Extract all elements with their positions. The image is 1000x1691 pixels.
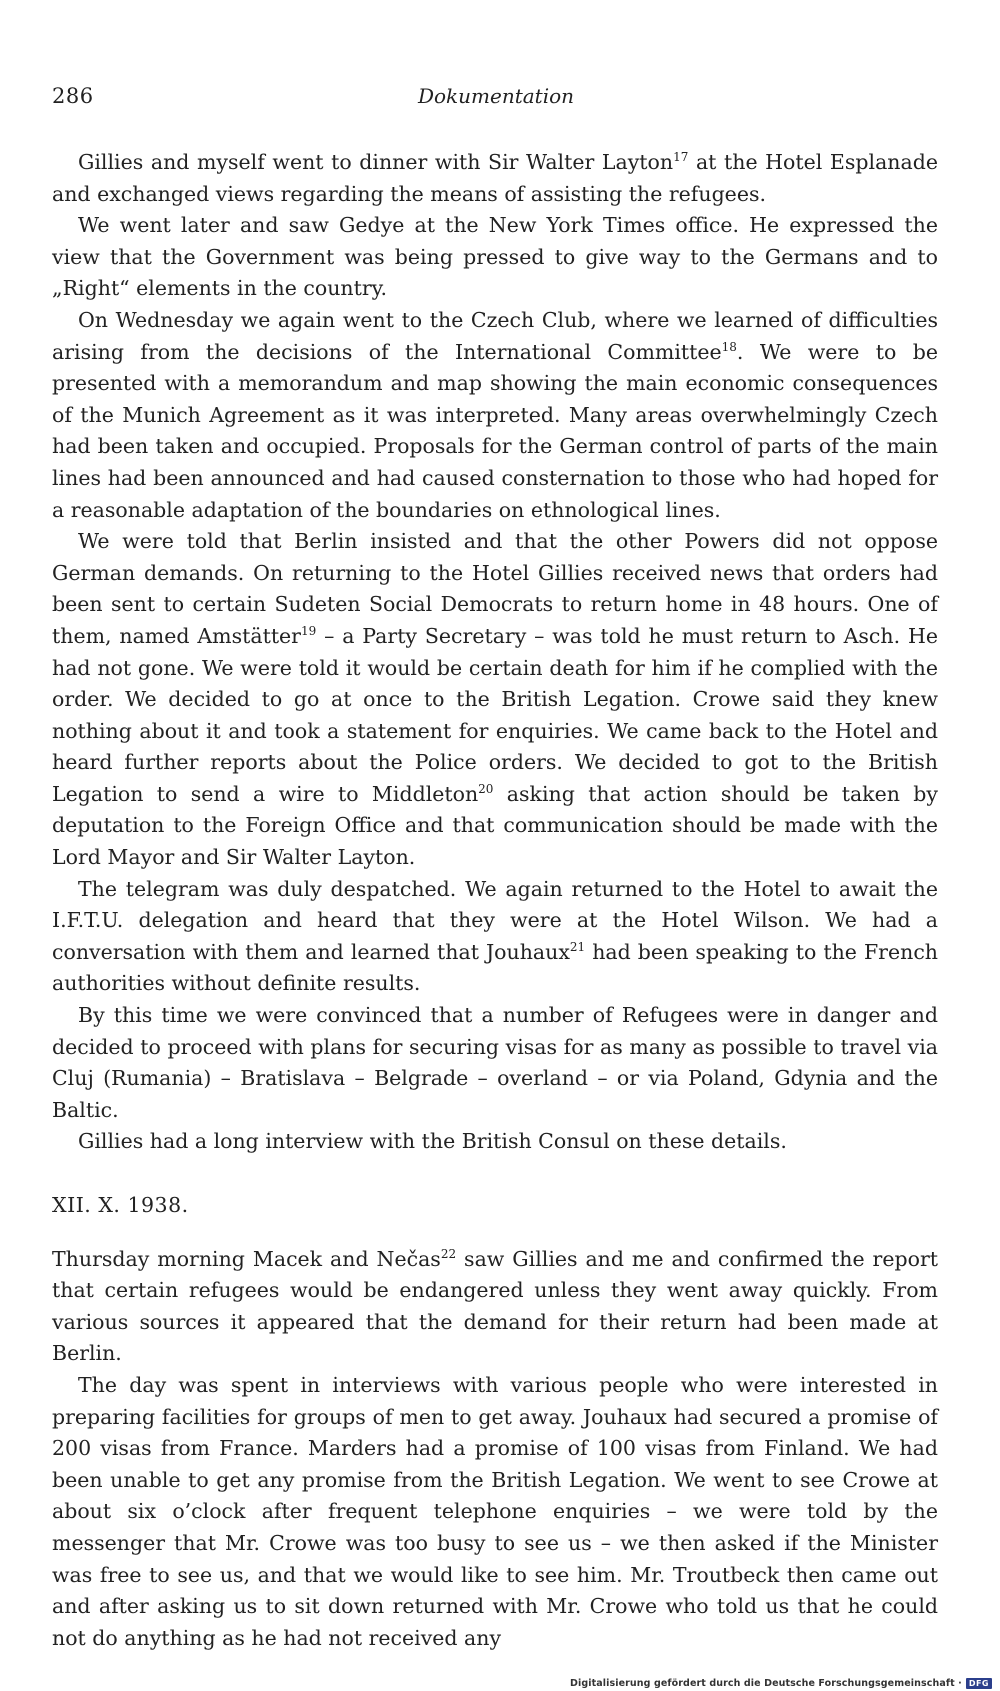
footnote-ref[interactable]: 19	[300, 623, 317, 638]
footnote-ref[interactable]: 20	[478, 781, 494, 796]
paragraph: Gillies and myself went to dinner with Sir Walter Layton$^{17}$ at the Hotel Esplanade and exchanged views regarding the means of assisting the refugees.	[52, 150, 938, 206]
footnote-ref[interactable]: 17	[673, 150, 689, 164]
paragraph: The telegram was duly despatched. We again returned to the Hotel to await the I.F.T.U. delegation and heard that they were at the Hotel Wilson. We had a conversation with them and learned that Jouhaux$^{21}$ had been speaking to the French authorities without definite results.	[52, 876, 939, 996]
paragraph: On Wednesday we again went to the Czech Club, where we learned of difficulties arising from the decisions of the International Committee$^{18}$. We were to be presented with a memorandum and map showing the main economic consequences of the Munich Agreement as it was interpreted. Many areas overwhelmingly Czech had been taken and occupied. Proposals for the German control of parts of the main lines had been announced and had caused consternation to those who had hoped for a reasonable adaptation of the boundaries on ethnological lines.	[52, 307, 938, 522]
paragraph: We were told that Berlin insisted and that the other Powers did not oppose German demands. On returning to the Hotel Gillies received news that orders had been sent to certain Sudeten Social Democrats to return home in 48 hours. One of them, named Amstätter$^{19}$ – a Party Secretary – was told he must return to Asch. He had not gone. We were told it would be certain death for him if he complied with the order. We decided to go at once to the British Legation. Crowe said they knew nothing about it and took a statement for enquiries. We came back to the Hotel and heard further reports about the Police orders. We decided to got to the British Legation to send a wire to Middleton$^{20}$ asking that action should be taken by deputation to the Foreign Office and that communication should be made with the Lord Mayor and Sir Walter Layton.	[52, 529, 938, 870]
page-number: 286	[52, 84, 94, 108]
paragraph: Gillies had a long interview with the British Consul on these details.	[78, 1129, 787, 1154]
digitization-credit	[570, 1676, 992, 1690]
footnote-ref[interactable]: 22	[440, 1246, 457, 1261]
paragraph: The day was spent in interviews with various people who were interested in preparing facilities for groups of men to get away. Jouhaux had secured a promise of 200 visas from France. Marders had a promise of 100 visas from Finland. We had been unable to get any promise from the British Legation. We went to see Crowe at about six o’clock after frequent telephone enquiries – we were told by the messenger that Mr. Crowe was too busy to see us – we then asked if the Minister was free to see us, and that we would like to see him. Mr. Troutbeck then came out and after asking us to sit down returned with Mr. Crowe who told us that he could not do anything as he had not received any	[52, 1372, 938, 1650]
dfg-logo: DFG	[966, 1678, 992, 1689]
footnote-ref[interactable]: 21	[569, 939, 586, 954]
paragraph: Thursday morning Macek and Nečas$^{22}$ saw Gillies and me and confirmed the report that certain refugees would be endangered unless they went away quickly. From various sources it appeared that the demand for their return had been made at Berlin.	[52, 1246, 938, 1366]
footnote-ref[interactable]: 18	[721, 339, 737, 354]
paragraph: By this time we were convinced that a number of Refugees were in danger and decided to proceed with plans for securing visas for as many as possible to travel via Cluj (Rumania) – Bratislava – Belgrade – overland – or via Poland, Gdynia and the Baltic.	[52, 1003, 938, 1122]
paragraph: We went later and saw Gedye at the New York Times office. He expressed the view that the Government was being pressed to give way to the Germans and to „Right“ elements in the country.	[52, 213, 938, 301]
running-head: Dokumentation	[417, 84, 575, 108]
body-text	[52, 147, 938, 1654]
page-header	[52, 84, 940, 124]
credit-text: Digitalisierung gefördert durch die Deutsche Forschungsgemeinschaft ·	[570, 1677, 962, 1689]
date-heading: XII. X. 1938.	[52, 1193, 189, 1217]
